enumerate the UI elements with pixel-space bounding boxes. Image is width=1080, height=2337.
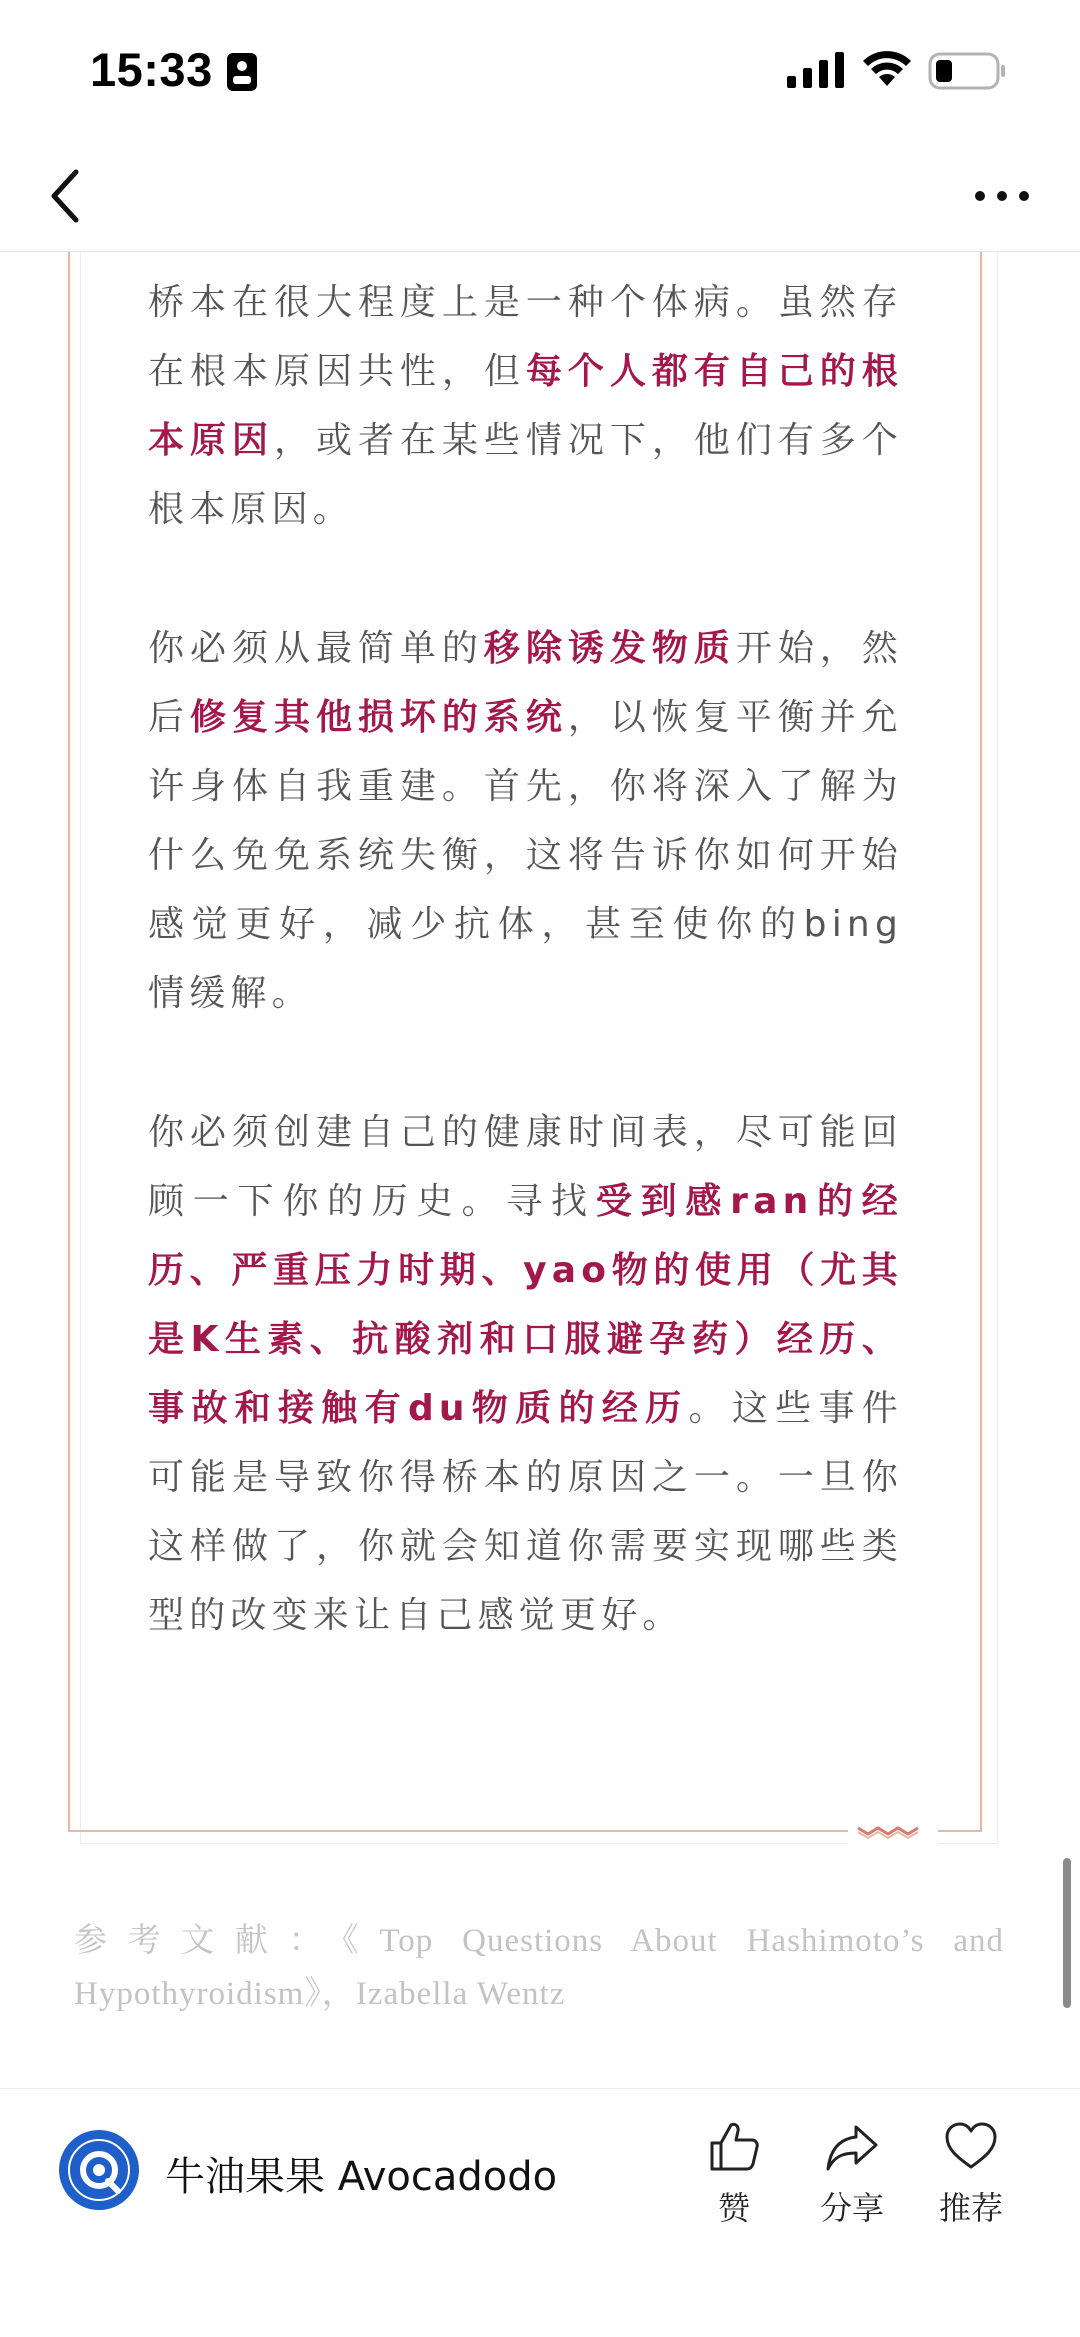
highlighted-text: 每个人都有自己的根本原因 bbox=[148, 351, 903, 461]
back-button[interactable] bbox=[40, 160, 100, 230]
heart-icon bbox=[943, 2119, 999, 2175]
wifi-icon bbox=[862, 50, 912, 92]
highlighted-text: 受到感ran的经历、严重压力时期、yao物的使用（尤其是K生素、抗酸剂和口服避孕药）经历、事故和接触有du物质的经历 bbox=[148, 1181, 903, 1429]
highlighted-text: 修复其他损坏的系统 bbox=[190, 697, 568, 738]
recommend-label: 推荐 bbox=[938, 2189, 1003, 2227]
frame-wave-ornament bbox=[848, 1814, 938, 1844]
cellular-signal-icon bbox=[787, 52, 845, 92]
more-horizontal-icon bbox=[970, 166, 1040, 226]
like-button[interactable] bbox=[684, 2119, 784, 2229]
scrollbar-thumb[interactable] bbox=[1063, 1858, 1071, 2008]
paragraph-text: 。这些事件可能是导致你得桥本的原因之一。一旦你这样做了，你就会知道你需要实现哪些类型的改变来让自己感觉更好。 bbox=[148, 1388, 903, 1636]
share-button[interactable] bbox=[802, 2119, 902, 2229]
footer-bar bbox=[0, 2088, 1080, 2337]
share-arrow-icon bbox=[824, 2119, 880, 2175]
paragraph-text: 桥本在很大程度上是一种个体病。虽然存在根本原因共性，但 bbox=[148, 282, 903, 392]
article-paragraph bbox=[148, 1098, 903, 1650]
references-text: 参考文献：《Top Questions About Hashimoto’s and Hypothyroidism》，Izabella Wentz bbox=[74, 1923, 1004, 2012]
paragraph-text: 开始，然后 bbox=[148, 628, 903, 738]
avocadodo-logo-icon bbox=[58, 2129, 140, 2211]
thumbs-up-icon bbox=[706, 2119, 762, 2175]
paragraph-text: 你必须创建自己的健康时间表，尽可能回顾一下你的历史。寻找 bbox=[148, 1112, 903, 1222]
battery-icon bbox=[928, 52, 1008, 94]
article-paragraph bbox=[148, 614, 903, 1028]
author-avatar[interactable] bbox=[58, 2129, 140, 2211]
navigation-bar bbox=[0, 140, 1080, 252]
recommend-button[interactable] bbox=[921, 2119, 1021, 2229]
status-bar bbox=[0, 0, 1080, 140]
paragraph-text: ，或者在某些情况下，他们有多个根本原因。 bbox=[148, 420, 903, 530]
contact-card-icon bbox=[226, 52, 258, 96]
highlighted-text: 移除诱发物质 bbox=[483, 628, 736, 669]
article-body bbox=[148, 268, 903, 1720]
paragraph-text: ，以恢复平衡并允许身体自我重建。首先，你将深入了解为什么免免系统失衡，这将告诉你如何开始感觉更好，减少抗体，甚至使你的bing情缓解。 bbox=[148, 697, 903, 1014]
article-paragraph bbox=[148, 268, 903, 544]
author-name[interactable]: 牛油果果 Avocadodo bbox=[165, 2154, 558, 2200]
paragraph-text: 你必须从最简单的 bbox=[148, 628, 484, 669]
like-label: 赞 bbox=[717, 2189, 750, 2227]
share-label: 分享 bbox=[819, 2189, 884, 2227]
more-options-button[interactable] bbox=[970, 166, 1040, 226]
chevron-left-icon bbox=[40, 160, 100, 230]
status-time: 15:33 bbox=[90, 43, 213, 96]
